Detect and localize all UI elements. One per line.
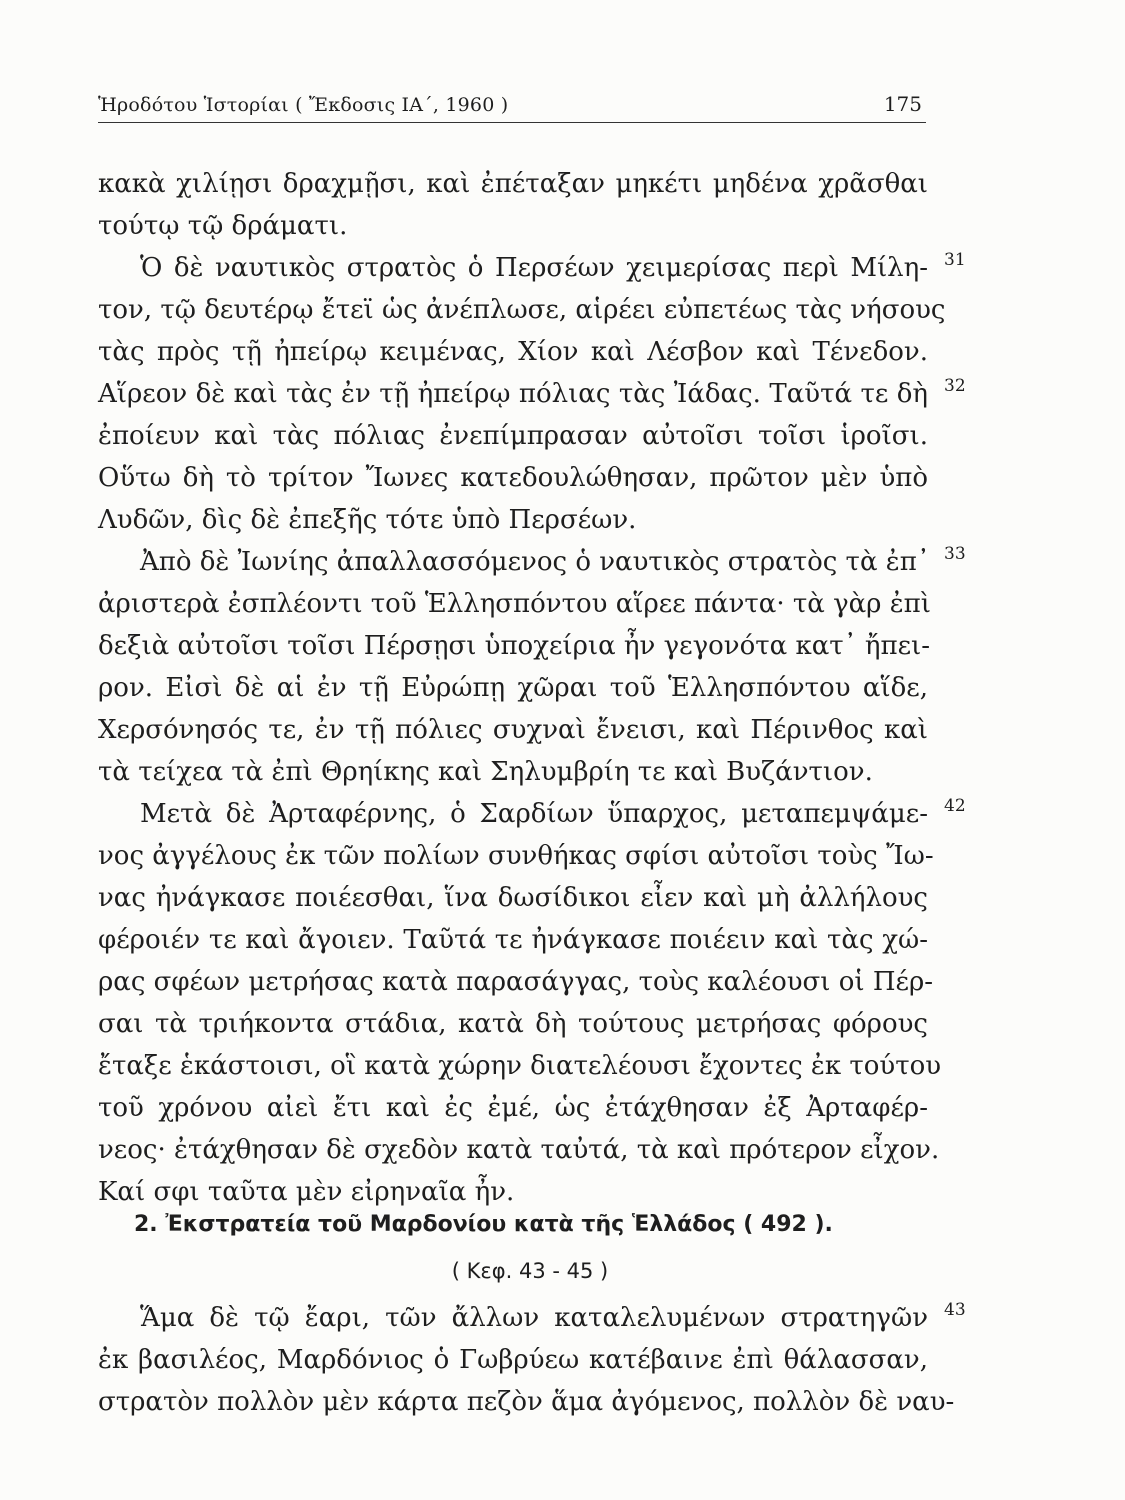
text-line: σαι τὰ τριήκοντα στάδια, κατὰ δὴ τούτους μετρήσας φόρους [98, 1009, 928, 1039]
text-line: Μετὰ δὲ Ἀρταφέρνης, ὁ Σαρδίων ὕπαρχος, μεταπεμψάμε- [140, 799, 928, 829]
text-line: τὰ τείχεα τὰ ἐπὶ Θρηίκης καὶ Σηλυμβρίη τε καὶ Βυζάντιον. [98, 757, 873, 787]
page-number: 175 [883, 92, 922, 116]
section-heading: 2. Ἐκστρατεία τοῦ Μαρδονίου κατὰ τῆς Ἑλλάδος ( 492 ). [134, 1212, 833, 1237]
text-line: τούτῳ τῷ δράματι. [98, 211, 348, 241]
text-line: ρας σφέων μετρήσας κατὰ παρασάγγας, τοὺς καλέουσι οἱ Πέρ- [98, 967, 934, 997]
text-line: Ἅμα δὲ τῷ ἔαρι, τῶν ἄλλων καταλελυμένων στρατηγῶν [140, 1303, 928, 1333]
text-line: νεος· ἐτάχθησαν δὲ σχεδὸν κατὰ ταὐτά, τὰ καὶ πρότερον εἶχον. [98, 1135, 940, 1165]
text-line: ἔταξε ἑκάστοισι, οἳ κατὰ χώρην διατελέουσι ἔχοντες ἐκ τούτου [98, 1051, 942, 1081]
text-line: ρον. Εἰσὶ δὲ αἱ ἐν τῇ Εὐρώπῃ χῶραι τοῦ Ἑλλησπόντου αἵδε, [98, 673, 928, 703]
text-line: Οὕτω δὴ τὸ τρίτον Ἴωνες κατεδουλώθησαν, πρῶτον μὲν ὑπὸ [98, 463, 928, 493]
text-line: Αἵρεον δὲ καὶ τὰς ἐν τῇ ἠπείρῳ πόλιας τὰς Ἰάδας. Ταῦτά τε δὴ [98, 379, 928, 409]
text-line: δεξιὰ αὐτοῖσι τοῖσι Πέρσῃσι ὑποχείρια ἦν γεγονότα κατ᾽ ἤπει- [98, 631, 931, 661]
text-line: τον, τῷ δευτέρῳ ἔτεϊ ὡς ἀνέπλωσε, αἱρέει εὐπετέως τὰς νήσους [98, 295, 946, 325]
chapter-number: 42 [944, 796, 966, 816]
text-line: Λυδῶν, δὶς δὲ ἐπεξῆς τότε ὑπὸ Περσέων. [98, 505, 637, 535]
text-line: ἀριστερὰ ἐσπλέοντι τοῦ Ἑλλησπόντου αἵρεε πάντα· τὰ γὰρ ἐπὶ [98, 589, 931, 619]
text-line: τοῦ χρόνου αἰεὶ ἔτι καὶ ἐς ἐμέ, ὡς ἐτάχθησαν ἐξ Ἀρταφέρ- [98, 1093, 928, 1123]
text-line: Χερσόνησός τε, ἐν τῇ πόλιες συχναὶ ἔνεισι, καὶ Πέρινθος καὶ [98, 715, 928, 745]
text-line: Ὁ δὲ ναυτικὸς στρατὸς ὁ Περσέων χειμερίσας περὶ Μίλη- [140, 253, 928, 283]
text-line: τὰς πρὸς τῇ ἠπείρῳ κειμένας, Χίον καὶ Λέσβον καὶ Τένεδον. [98, 337, 928, 367]
text-line: κακὰ χιλίῃσι δραχμῇσι, καὶ ἐπέταξαν μηκέτι μηδένα χρᾶσθαι [98, 169, 928, 199]
chapter-number: 31 [944, 250, 966, 270]
text-line: νος ἀγγέλους ἐκ τῶν πολίων συνθήκας σφίσι αὐτοῖσι τοὺς Ἴω- [98, 841, 934, 871]
text-line: νας ἠνάγκασε ποιέεσθαι, ἵνα δωσίδικοι εἶεν καὶ μὴ ἀλλήλους [98, 883, 928, 913]
chapter-number: 43 [944, 1300, 966, 1320]
text-line: Ἀπὸ δὲ Ἰωνίης ἀπαλλασσόμενος ὁ ναυτικὸς στρατὸς τὰ ἐπ᾽ [140, 547, 930, 577]
running-header [98, 92, 926, 123]
text-line: ἐκ βασιλέος, Μαρδόνιος ὁ Γωβρύεω κατέβαινε ἐπὶ θάλασσαν, [98, 1345, 928, 1375]
text-line: ἐποίευν καὶ τὰς πόλιας ἐνεπίμπρασαν αὐτοῖσι τοῖσι ἱροῖσι. [98, 421, 928, 451]
text-line: στρατὸν πολλὸν μὲν κάρτα πεζὸν ἅμα ἀγόμενος, πολλὸν δὲ ναυ- [98, 1387, 955, 1417]
text-line: φέροιέν τε καὶ ἄγοιεν. Ταῦτά τε ἠνάγκασε ποιέειν καὶ τὰς χώ- [98, 925, 928, 955]
chapter-number: 33 [944, 544, 966, 564]
header-title: Ἡροδότου Ἱστορίαι ( Ἔκδοσις ΙΑ΄, 1960 ) [98, 94, 509, 116]
chapter-number: 32 [944, 376, 966, 396]
text-line: Καί σφι ταῦτα μὲν εἰρηναῖα ἦν. [98, 1177, 515, 1207]
section-chapter-range: ( Κεφ. 43 - 45 ) [451, 1259, 609, 1283]
